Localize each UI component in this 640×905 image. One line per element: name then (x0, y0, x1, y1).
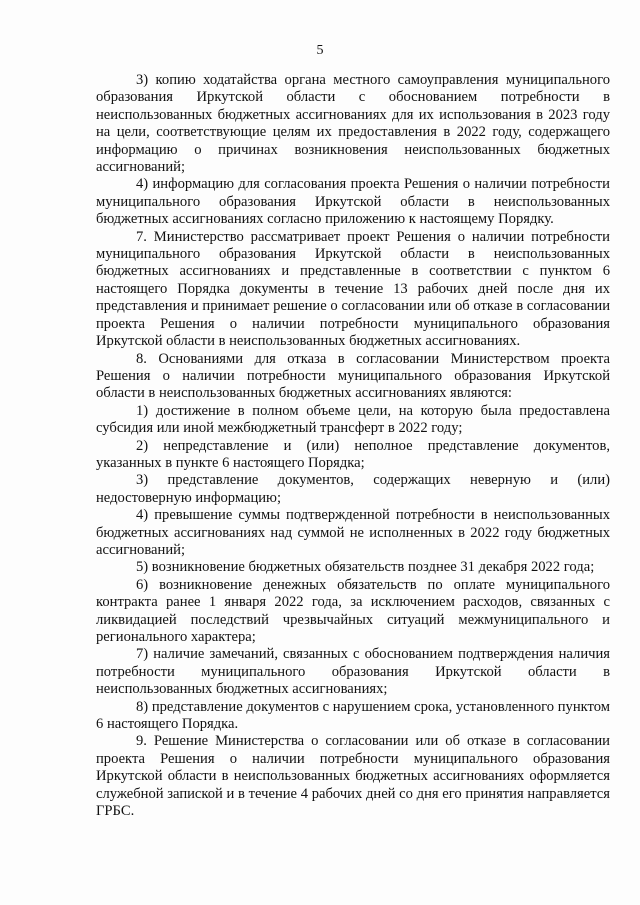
paragraph-reason-7: 7) наличие замечаний, связанных с обоснованием подтверждения наличия потребности муниципального образования Иркутской области в неиспользованных бюджетных ассигнованиях; (96, 646, 610, 698)
paragraph-reason-8: 8) представление документов с нарушением срока, установленного пунктом 6 настоящего Порядка. (96, 698, 610, 733)
paragraph-item-4: 4) информацию для согласования проекта Решения о наличии потребности муниципального образования Иркутской области в неиспользованных бюджетных ассигнованиях согласно приложению к настоящему Порядку. (96, 176, 610, 228)
paragraph-clause-7: 7. Министерство рассматривает проект Решения о наличии потребности муниципального образования Иркутской области в неиспользованных бюджетных ассигнованиях и представленные в соответствии с пунктом 6 настоящего Порядка документы в течение 13 рабочих дней после дня их представления и принимает решение о согласовании или об отказе в согласовании проекта Решения о наличии потребности муниципального образования Иркутской области в неиспользованных бюджетных ассигнованиях. (96, 228, 610, 350)
paragraph-reason-5: 5) возникновение бюджетных обязательств позднее 31 декабря 2022 года; (136, 559, 595, 576)
paragraph-clause-9: 9. Решение Министерства о согласовании или об отказе в согласовании проекта Решения о наличии потребности муниципального образования Иркутской области в неиспользованных бюджетных ассигнованиях оформляется служебной запиской и в течение 4 рабочих дней со дня его принятия направляется ГРБС. (96, 733, 610, 820)
page-number: 5 (316, 43, 324, 58)
paragraph-reason-6: 6) возникновение денежных обязательств по оплате муниципального контракта ранее 1 января 2022 года, за исключением расходов, связанных с ликвидацией последствий чрезвычайных ситуаций межмуниципального и регионального характера; (96, 576, 610, 645)
paragraph-reason-4: 4) превышение суммы подтвержденной потребности в неиспользованных бюджетных ассигнованиях над суммой не исполненных в 2022 году бюджетных ассигнований; (96, 507, 610, 558)
paragraph-reason-3: 3) представление документов, содержащих неверную и (или) недостоверную информацию; (96, 472, 610, 506)
document-body (96, 72, 610, 820)
paragraph-clause-8: 8. Основаниями для отказа в согласовании Министерством проекта Решения о наличии потребности муниципального образования Иркутской области в неиспользованных бюджетных ассигнованиях являются: (96, 350, 610, 402)
paragraph-item-3: 3) копию ходатайства органа местного самоуправления муниципального образования Иркутской области с обоснованием потребности в неиспользованных бюджетных ассигнованиях для их использования в 2023 году на цели, соответствующие целям их предоставления в 2022 году, содержащего информацию о причинах возникновения неиспользованных бюджетных ассигнований; (96, 72, 610, 176)
paragraph-reason-1: 1) достижение в полном объеме цели, на которую была предоставлена субсидия или иной межбюджетный трансферт в 2022 году; (96, 402, 610, 437)
paragraph-reason-2: 2) непредставление и (или) неполное представление документов, указанных в пункте 6 настоящего Порядка; (96, 437, 610, 471)
